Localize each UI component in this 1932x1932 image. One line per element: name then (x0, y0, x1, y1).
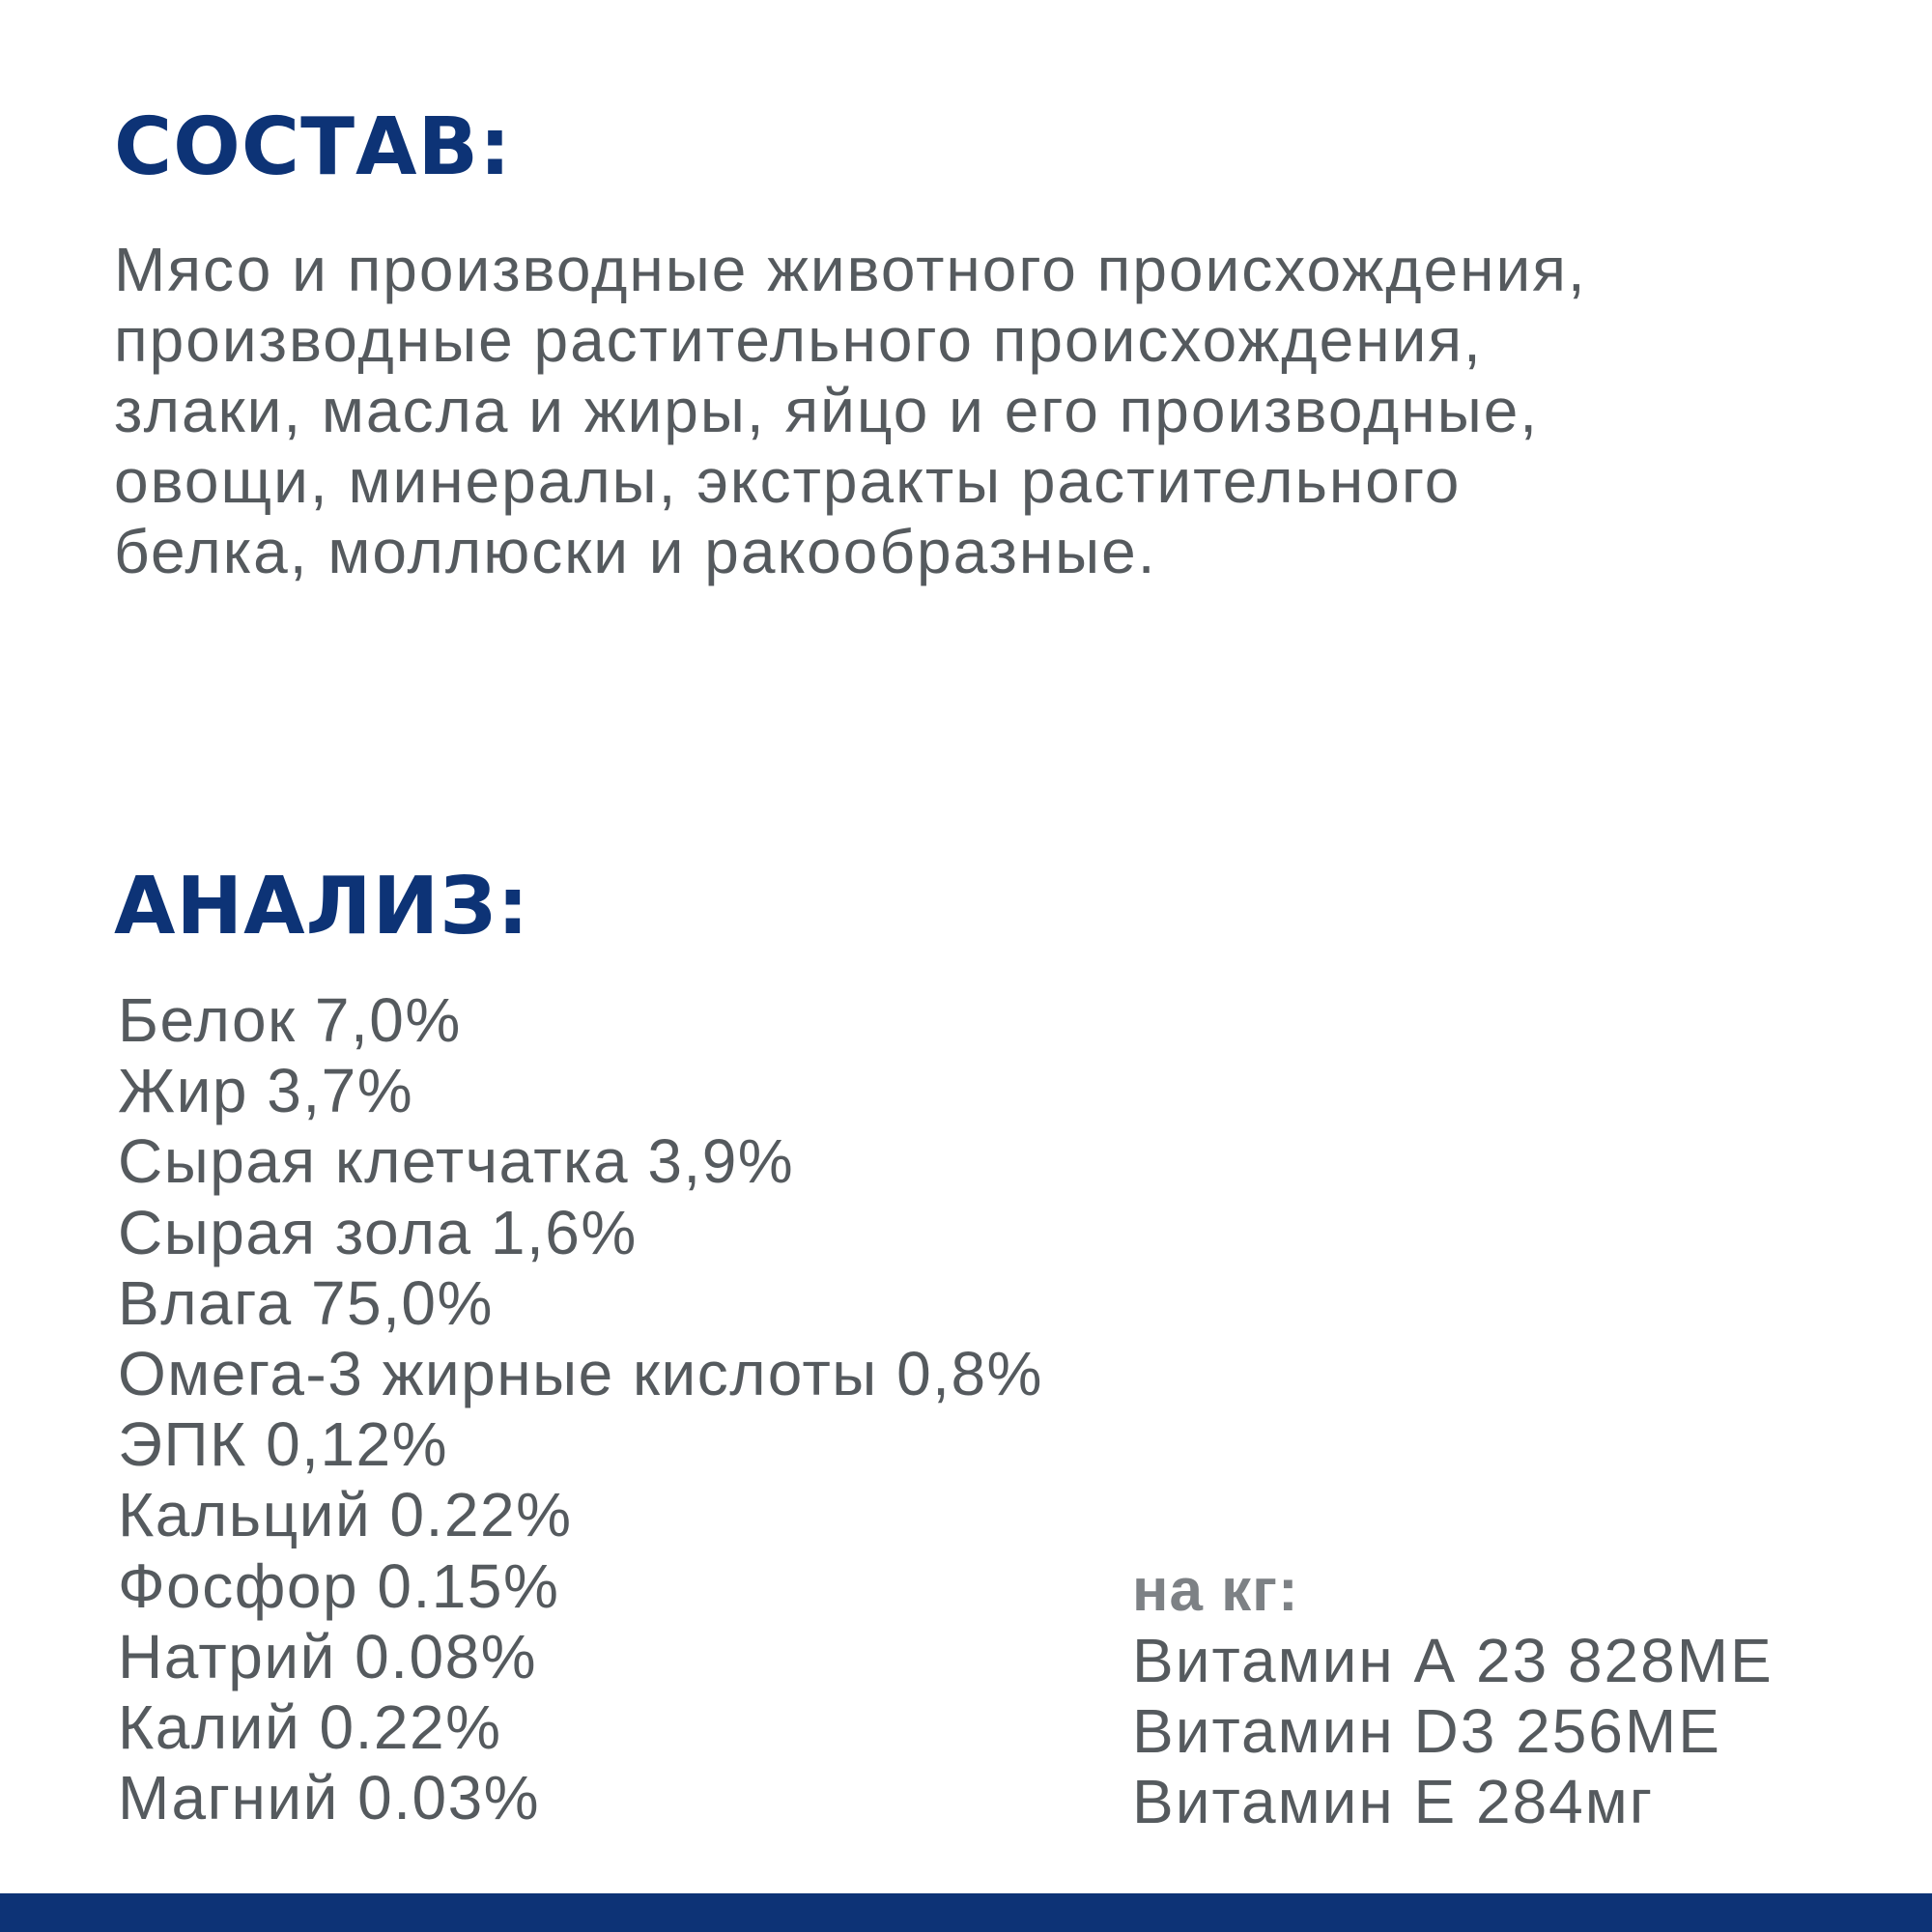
analysis-item-omega-3: Омега-3 жирные кислоты 0,8% (118, 1339, 1043, 1409)
analysis-item-sodium: Натрий 0.08% (118, 1621, 538, 1691)
analysis-item-epa: ЭПК 0,12% (118, 1409, 449, 1480)
composition-text (114, 235, 1901, 587)
analysis-item-phosphorus: Фосфор 0.15% (118, 1550, 560, 1621)
analysis-item-moisture: Влага 75,0% (118, 1267, 494, 1338)
analysis-item-protein: Белок 7,0% (118, 985, 462, 1055)
composition-line: производные растительного происхождения, (114, 305, 1483, 375)
analysis-item-potassium: Калий 0.22% (118, 1692, 502, 1763)
per-kg-label: на кг: (1132, 1557, 1299, 1624)
analysis-heading: АНАЛИЗ: (114, 861, 530, 952)
analysis-item-calcium: Кальций 0.22% (118, 1480, 573, 1550)
composition-line: злаки, масла и жиры, яйцо и его производные, (114, 376, 1540, 445)
analysis-item-crude-ash: Сырая зола 1,6% (118, 1197, 638, 1267)
composition-line: Мясо и производные животного происхождения, (114, 235, 1587, 304)
vitamin-item-e: Витамин Е 284мг (1132, 1767, 1655, 1836)
per-kg-section (1132, 1555, 1774, 1837)
composition-line: белка, моллюски и ракообразные. (114, 517, 1157, 586)
vitamin-item-d3: Витамин D3 256МЕ (1132, 1696, 1721, 1766)
analysis-item-magnesium: Магний 0.03% (118, 1763, 541, 1833)
composition-line: овощи, минералы, экстракты растительного (114, 446, 1462, 516)
analysis-list (118, 985, 1043, 1833)
analysis-item-crude-fiber: Сырая клетчатка 3,9% (118, 1126, 795, 1197)
composition-heading: СОСТАВ: (114, 101, 512, 193)
vitamin-list (1132, 1626, 1774, 1837)
vitamin-item-a: Витамин А 23 828МЕ (1132, 1626, 1774, 1695)
footer-bar (0, 1893, 1932, 1932)
analysis-item-fat: Жир 3,7% (118, 1056, 414, 1126)
